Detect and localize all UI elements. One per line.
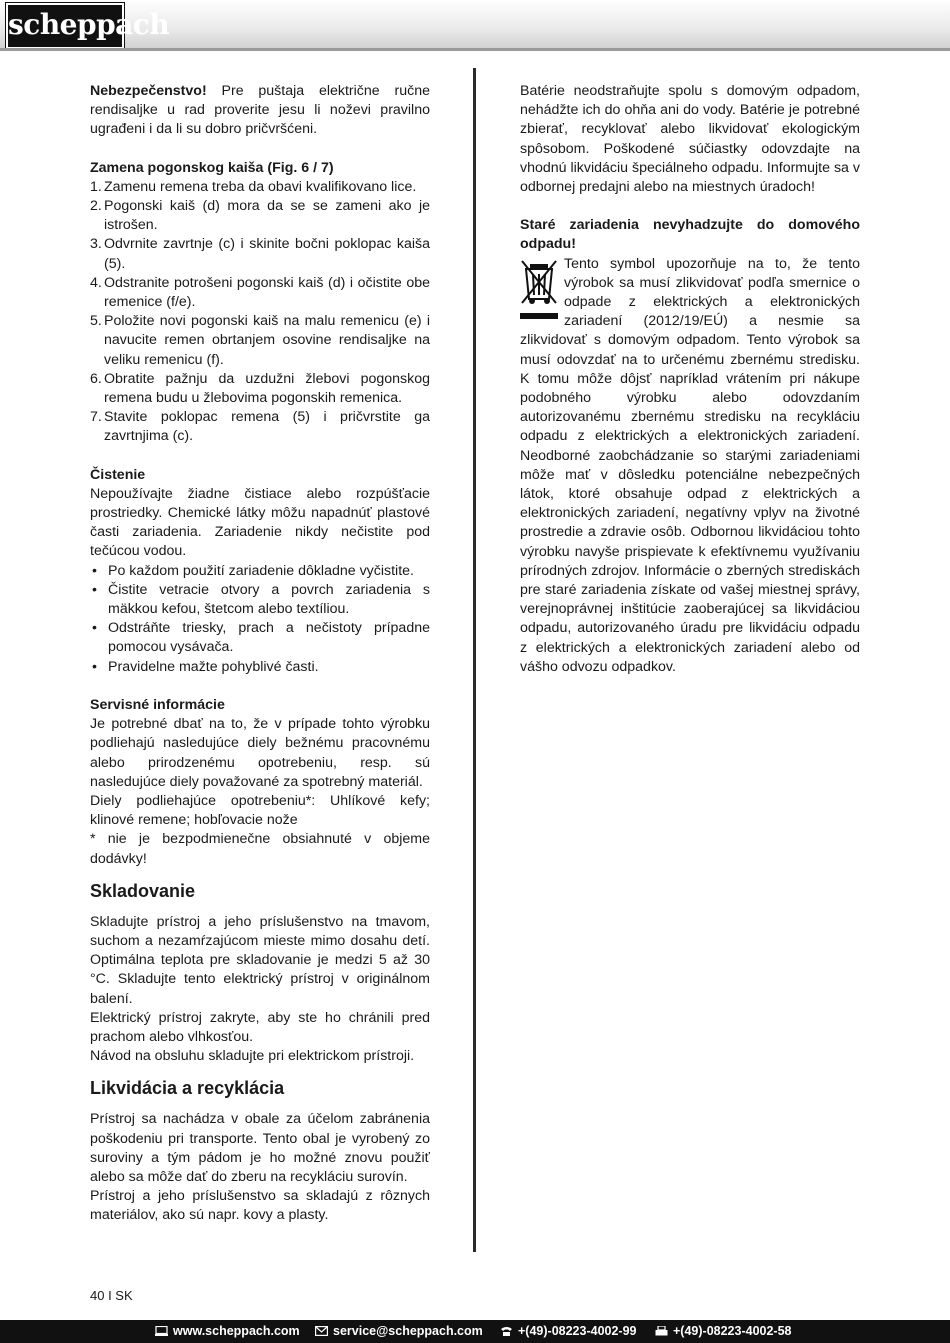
- left-column: [90, 82, 430, 1226]
- battery-paragraph: Batérie neodstraňujte spolu s domovým odpadom, nehádžte ich do ohňa ani do vody. Batérie je potrebné zbierať, recyklovať alebo likvidovať ekologickým spôsobom. Poškodené súčiastky odovzdajte na vhodnú likvidáciu špeciálneho odpadu. Informujte sa v odbornej predajni alebo na miestnych úradoch!: [520, 83, 860, 196]
- column-divider: [473, 68, 476, 1252]
- email-icon: [315, 1326, 328, 1336]
- danger-label: Nebezpečenstvo!: [90, 83, 207, 99]
- list-item: 1. Zamenu remena treba da obavi kvalifikovano lice.: [90, 178, 417, 195]
- danger-text: Pre puštaja električne ručne rendisaljke u rad proverite jesu li noževi pravilno ugrađeni i da li su dobro pričvršćeni.: [90, 83, 430, 138]
- disposal-heading: Likvidácia a recyklácia: [90, 1078, 285, 1099]
- list-item: • Po každom použití zariadenie dôkladne vyčistite.: [90, 562, 430, 581]
- cleaning-text: Nepoužívajte žiadne čistiace alebo rozpúšťacie prostriedky. Chemické látky môžu napadnúť plastové časti zariadenia. Zariadenie nikdy nečistite pod tečúcou vodou.: [90, 485, 430, 560]
- fax-icon: [655, 1326, 668, 1336]
- header-rule: [0, 48, 950, 51]
- old-devices-heading: Staré zariadenia nevyhadzujte do domového odpadu!: [520, 217, 860, 253]
- footer-fax[interactable]: +(49)-08223-4002-58: [655, 1320, 792, 1343]
- storage-paragraph-2: Elektrický prístroj zakryte, aby ste ho chránili pred prachom alebo vlhkosťou.: [90, 1009, 430, 1045]
- storage-heading: Skladovanie: [90, 880, 196, 901]
- computer-icon: [155, 1326, 168, 1336]
- danger-paragraph: [90, 82, 430, 140]
- service-heading: Servisné informácie: [90, 696, 225, 713]
- page-header: [0, 0, 950, 50]
- list-item: 6. Obratite pažnju da uzdužni žlebovi pogonskog remena budu u žlebovima pogonskih remenica.: [90, 370, 430, 407]
- list-item: 3. Odvrnite zavrtnje (c) i skinite bočni poklopac kaiša (5).: [90, 236, 430, 272]
- cleaning-heading: Čistenie: [90, 466, 146, 483]
- list-item: 7. Stavite poklopac remena (5) i pričvrstite ga zavrtnjima (c).: [90, 409, 430, 445]
- list-item: 5. Položite novi pogonski kaiš na malu remenicu (e) i navucite remen obrtanjem osovine rendisaljke na veliku remenicu (f).: [90, 313, 430, 368]
- list-item: • Čistite vetracie otvory a povrch zariadenia s mäkkou kefou, štetcom alebo textíliou.: [90, 581, 430, 619]
- list-item: 4. Odstranite potrošeni pogonski kaiš (d) i očistite obe remenice (f/e).: [90, 274, 430, 311]
- belt-steps-list: [90, 178, 430, 447]
- right-column: [520, 82, 860, 677]
- service-paragraph-1: Je potrebné dbať na to, že v prípade tohto výrobku podliehajú nasledujúce diely bežnému pracovnému alebo prirodzenému opotrebeniu, resp. sú nasledujúce diely považované za spotrebný materiál.: [90, 716, 430, 790]
- disposal-paragraph-2: Prístroj a jeho príslušenstvo sa skladajú z rôznych materiálov, ako sú napr. kovy a plasty.: [90, 1188, 430, 1224]
- list-item: 2. Pogonski kaiš (d) mora da se se zameni ako je istrošen.: [90, 198, 430, 234]
- storage-paragraph-3: Návod na obsluhu skladujte pri elektrickom prístroji.: [90, 1048, 415, 1065]
- brand-logo: scheppach: [6, 3, 124, 49]
- weee-bin-icon: [520, 257, 558, 327]
- list-item: • Pravidelne mažte pohyblivé časti.: [90, 658, 430, 677]
- cleaning-bullets: [90, 562, 430, 677]
- footer-website[interactable]: www.scheppach.com: [155, 1320, 300, 1343]
- belt-heading: Zamena pogonskog kaiša (Fig. 6 / 7): [90, 159, 334, 176]
- footer-email[interactable]: service@scheppach.com: [315, 1320, 483, 1343]
- storage-paragraph-1: Skladujte prístroj a jeho príslušenstvo na tmavom, suchom a nezamŕzajúcom mieste mimo dosahu detí. Optimálna teplota pre skladovanie je medzi 5 až 30 °C. Skladujte tento elektrický prístroj v originálnom balení.: [90, 913, 430, 1007]
- disposal-paragraph-1: Prístroj sa nachádza v obale za účelom zabránenia poškodeniu pri transporte. Tento obal je vyrobený zo suroviny a tým pádom je ho možné znovu použiť alebo sa môže dať do zberu na recykláciu surovín.: [90, 1111, 430, 1185]
- weee-paragraph: Tento symbol upozorňuje na to, že tento výrobok sa musí zlikvidovať podľa smernice o odpade z elektrických a elektronických zariadení (2012/19/EÚ) a nesmie sa zlikvidovať s domovým odpadom. Tento výrobok sa musí odovzdať na to určenému zbernému stredisku. K tomu môže dôjsť napríklad vrátením pri nákupe podobného výrobku alebo odovzdaním autorizovanému zbernému stredisku na recykláciu odpadu z elektrických a elektronických zariadení. Neodborné zaobchádzanie so starými zariadeniami môže mať v dôsledku potenciálne nebezpečných látok, ktoré obsahuje odpad z elektrických a elektronických zariadení, negatívny vplyv na životné prostredie a zdravie osôb. Odbornou likvidáciou tohto výrobku navyše prispievate k efektívnemu využívaniu prírodných zdrojov. Informácie o zberných strediskách pre staré zariadenia získate od vašej miestnej správy, verejnoprávnej inštitúcie zaoberajúcej sa likvidáciou odpadu, autorizovaného úradu pre likvidáciu odpadu z elektrických a elektronických zariadení alebo od vášho odvozu odpadkov.: [520, 255, 860, 675]
- service-paragraph-3: * nie je bezpodmienečne obsiahnuté v objeme dodávky!: [90, 831, 430, 867]
- footer-bar: [0, 1320, 950, 1343]
- phone-icon: [500, 1326, 513, 1336]
- list-item: • Odstráňte triesky, prach a nečistoty prípadne pomocou vysávača.: [90, 619, 430, 657]
- page-number: 40 I SK: [90, 1288, 133, 1303]
- service-paragraph-2: Diely podliehajúce opotrebeniu*: Uhlíkové kefy; klinové remene; hobľovacie nože: [90, 792, 430, 829]
- footer-phone[interactable]: +(49)-08223-4002-99: [500, 1320, 637, 1343]
